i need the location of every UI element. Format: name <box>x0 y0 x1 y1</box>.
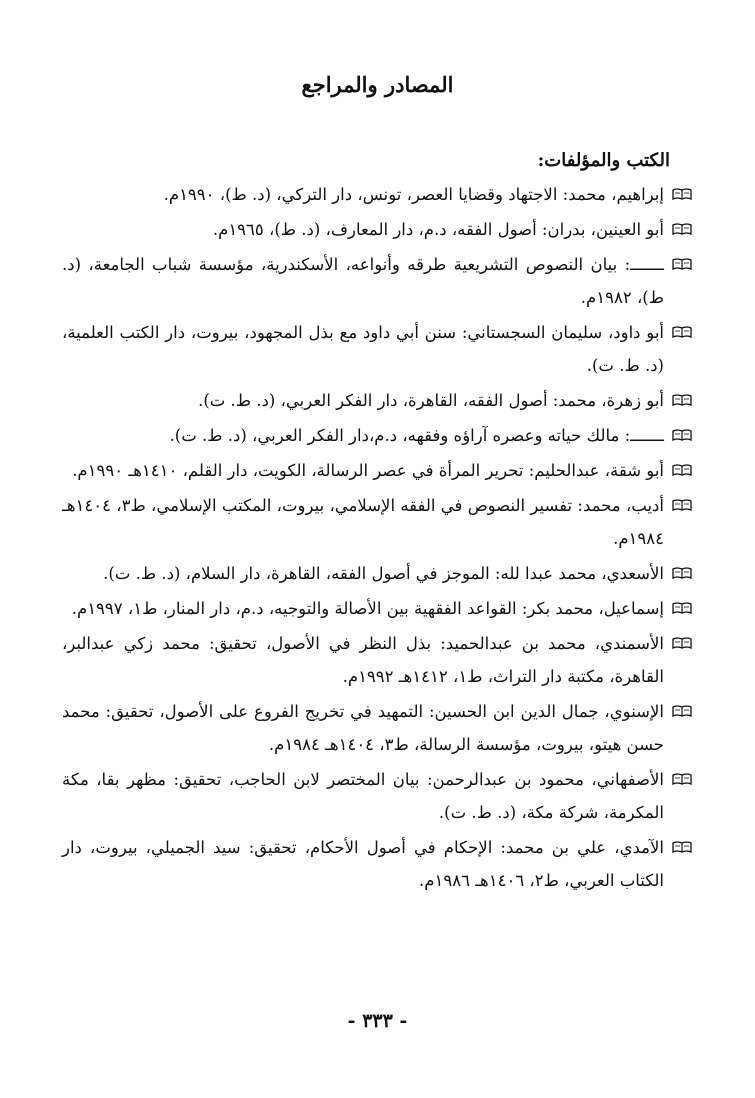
reference-text: الأسعدي، محمد عبدا لله: الموجز في أصول الفقه، القاهرة، دار السلام، (د. ط. ت). <box>103 564 664 583</box>
book-icon <box>672 257 692 271</box>
reference-text: ـــــــ: بيان النصوص التشريعية طرقه وأنواعه، الأسكندرية، مؤسسة شباب الجامعة، (د. ط)، ١٩٨٢م. <box>62 255 664 307</box>
book-icon <box>672 772 692 786</box>
reference-entry <box>62 213 692 246</box>
reference-text: أبو داود، سليمان السجستاني: سنن أبي داود مع بذل المجهود، بيروت، دار الكتب العلمية، (د. ط. ت). <box>62 323 664 375</box>
reference-entry <box>62 831 692 897</box>
book-icon <box>672 566 692 580</box>
reference-text: أبو شقة، عبدالحليم: تحرير المرأة في عصر الرسالة، الكويت، دار القلم، ١٤١٠هـ ١٩٩٠م. <box>72 461 664 480</box>
book-icon <box>672 393 692 407</box>
reference-entry <box>62 763 692 829</box>
reference-text: إسماعيل، محمد بكر: القواعد الفقهية بين الأصالة والتوجيه، د.م، دار المنار، ط١، ١٩٩٧م. <box>71 599 664 618</box>
reference-list <box>62 178 692 899</box>
book-icon <box>672 428 692 442</box>
section-heading: الكتب والمؤلفات: <box>537 150 670 171</box>
reference-text: الأسمندي، محمد بن عبدالحميد: بذل النظر في الأصول، تحقيق: محمد زكي عبدالبر، القاهرة، مكتبة دار التراث، ط١، ١٤١٢هـ ١٩٩٢م. <box>62 634 664 686</box>
reference-entry <box>62 248 692 314</box>
book-icon <box>672 222 692 236</box>
reference-entry <box>62 489 692 555</box>
book-icon <box>672 463 692 477</box>
reference-entry <box>62 178 692 211</box>
reference-entry <box>62 316 692 382</box>
book-icon <box>672 325 692 339</box>
page-number: - ٣٣٣ - <box>347 1010 408 1032</box>
reference-text: أبو العينين، بدران: أصول الفقه، د.م، دار المعارف، (د. ط)، ١٩٦٥م. <box>212 220 664 239</box>
reference-text: أديب، محمد: تفسير النصوص في الفقه الإسلامي، بيروت، المكتب الإسلامي، ط٣، ١٤٠٤هـ ١٩٨٤م. <box>62 496 664 548</box>
book-icon <box>672 704 692 718</box>
page-title: المصادر والمراجع <box>301 72 454 97</box>
reference-entry <box>62 695 692 761</box>
reference-text: إبراهيم، محمد: الاجتهاد وقضايا العصر، تونس، دار التركي، (د. ط)، ١٩٩٠م. <box>163 185 664 204</box>
reference-text: أبو زهرة، محمد: أصول الفقه، القاهرة، دار الفكر العربي، (د. ط. ت). <box>198 391 664 410</box>
book-icon <box>672 636 692 650</box>
reference-text: الآمدي، علي بن محمد: الإحكام في أصول الأحكام، تحقيق: سيد الجميلي، بيروت، دار الكتاب العربي، ط٢، ١٤٠٦هـ ١٩٨٦م. <box>62 838 664 890</box>
reference-text: ـــــــ: مالك حياته وعصره آراؤه وفقهه، د.م،دار الفكر العربي، (د. ط. ت). <box>169 426 664 445</box>
reference-text: الأصفهاني، محمود بن عبدالرحمن: بيان المختصر لابن الحاجب، تحقيق: مظهر بقا، مكة المكرمة، شركة مكة، (د. ط. ت). <box>62 770 664 822</box>
book-icon <box>672 498 692 512</box>
reference-entry <box>62 557 692 590</box>
reference-entry <box>62 454 692 487</box>
reference-entry <box>62 627 692 693</box>
book-icon <box>672 601 692 615</box>
reference-entry <box>62 384 692 417</box>
book-icon <box>672 187 692 201</box>
reference-entry <box>62 592 692 625</box>
book-icon <box>672 840 692 854</box>
reference-entry <box>62 419 692 452</box>
reference-text: الإسنوي، جمال الدين ابن الحسين: التمهيد في تخريج الفروع على الأصول، تحقيق: محمد حسن هيتو، بيروت، مؤسسة الرسالة، ط٣، ١٤٠٤هـ ١٩٨٤م. <box>62 702 664 754</box>
